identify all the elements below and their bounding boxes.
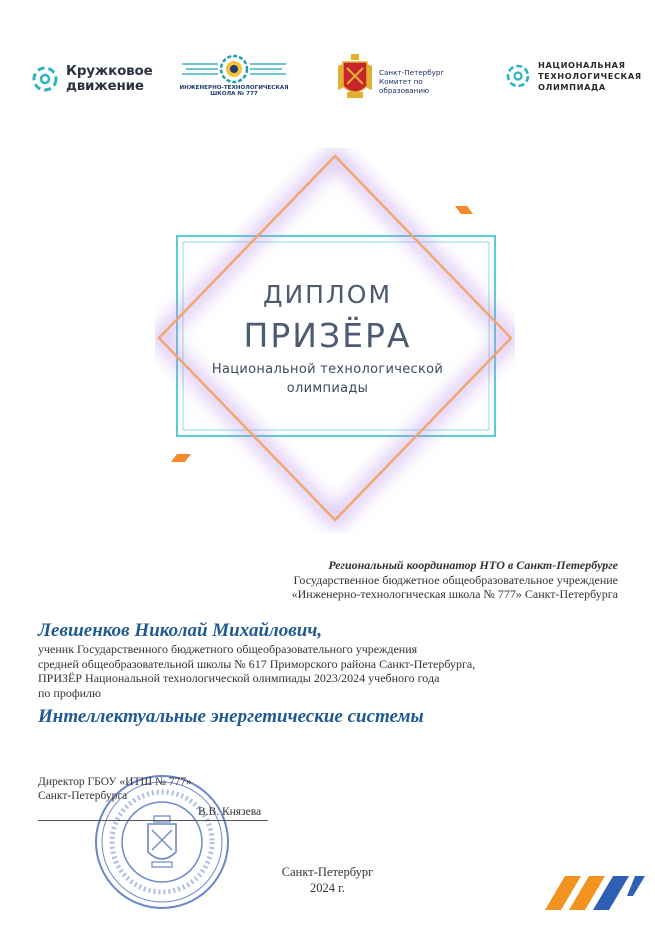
footer-city: Санкт-Петербург <box>281 865 374 879</box>
kruzhok-logo <box>30 62 160 100</box>
accent-dash-top <box>455 206 473 214</box>
stripe-blue-2 <box>627 876 645 896</box>
coordinator-line2: Государственное бюджетное общеобразовательное учреждение <box>293 572 618 587</box>
accent-dash-bottom <box>171 454 191 462</box>
diploma-caption-line2: олимпиады <box>286 381 369 396</box>
committee-line1: Санкт-Петербург <box>379 68 445 77</box>
coordinator-block <box>198 558 618 602</box>
kruzhok-line1: Кружковое <box>66 63 153 79</box>
coordinator-line3: «Инженерно-технологическая школа № 777» Санкт-Петербурга <box>291 587 618 601</box>
nto-line1: НАЦИОНАЛЬНАЯ <box>538 60 626 70</box>
diploma-title: ДИПЛОМ <box>262 280 393 309</box>
nto-logo-icon <box>504 62 532 92</box>
recipient-name: Левшенков Николай Михайлович, <box>38 620 323 641</box>
recipient-desc-line4: по профилю <box>38 685 101 700</box>
signer-role-line1: Директор ГБОУ «ИТШ № 777» <box>38 776 192 788</box>
diploma-caption <box>0 360 655 398</box>
signer-role <box>38 775 192 803</box>
school-777-logo <box>178 54 290 96</box>
nto-line3: ОЛИМПИАДА <box>538 82 606 92</box>
kruzhok-line2: движение <box>66 78 144 94</box>
nto-logo <box>504 58 642 98</box>
committee-logo <box>335 52 475 104</box>
corner-stripes <box>545 876 645 910</box>
coordinator-heading: Региональный координатор НТО в Санкт-Петербурге <box>328 558 618 572</box>
recipient-desc-line2: средней общеобразовательной школы № 617 Приморского района Санкт-Петербурга, <box>38 656 476 671</box>
signature-line <box>38 820 268 821</box>
school-caption-line2: ШКОЛА № 777 <box>210 91 258 97</box>
kruzhok-logo-icon <box>30 64 60 94</box>
nto-line2: ТЕХНОЛОГИЧЕСКАЯ <box>538 71 642 81</box>
committee-line2: Комитет по образованию <box>379 77 430 95</box>
recipient-desc-line1: ученик Государственного бюджетного общеобразовательного учреждения <box>38 642 418 656</box>
coat-of-arms-icon <box>335 52 375 102</box>
diploma-subtitle: ПРИЗЁРА <box>243 316 412 355</box>
diploma-caption-line1: Национальной технологической <box>211 362 444 377</box>
recipient-desc-line3: ПРИЗЁР Национальной технологической олимпиады 2023/2024 учебного года <box>38 671 440 685</box>
recipient-description <box>38 642 475 700</box>
signer-name: В.В. Князева <box>198 806 262 818</box>
school-gear-icon <box>178 54 290 84</box>
footer-year: 2024 г. <box>310 881 345 895</box>
signer-role-line2: Санкт-Петербурга <box>38 790 128 802</box>
profile-name: Интеллектуальные энергетические системы <box>38 706 424 727</box>
school-caption-line1: ИНЖЕНЕРНО-ТЕХНОЛОГИЧЕСКАЯ <box>179 85 289 91</box>
